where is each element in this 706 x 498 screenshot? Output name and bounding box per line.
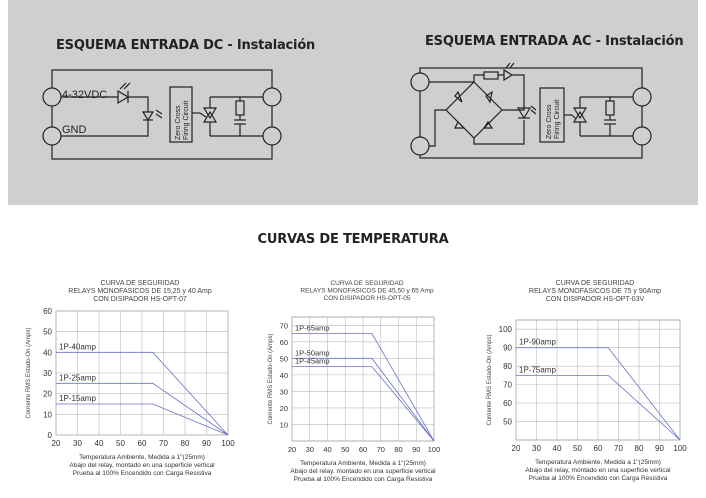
series-label: 1P-40amp: [59, 342, 96, 352]
x-axis-label-line: Abajo del relay, montado en una superficie vertical: [69, 462, 215, 469]
ac-resistor-icon: [606, 101, 614, 115]
series-label: 1P-45amp: [295, 356, 330, 366]
x-tick-label: 90: [655, 444, 664, 453]
x-tick-label: 60: [137, 439, 147, 448]
ac-zero-cross-text2: Firing Circuit: [554, 99, 561, 139]
x-tick-label: 90: [412, 445, 421, 454]
x-tick-label: 30: [73, 439, 82, 448]
y-tick-label: 50: [43, 327, 52, 337]
chart-title-line: CON DISIPADOR HS-OPT-03V: [545, 296, 645, 303]
y-tick-label: 30: [43, 369, 52, 378]
x-tick-label: 80: [394, 445, 403, 454]
x-tick-label: 20: [511, 444, 521, 453]
chart-title-line: CURVA DE SEGURIDAD: [330, 280, 404, 287]
section-title: CURVAS DE TEMPERATURA: [257, 232, 449, 247]
x-tick-label: 90: [202, 439, 211, 448]
x-tick-label: 80: [180, 439, 190, 448]
chart-2: [262, 275, 452, 490]
x-tick-label: 100: [427, 445, 441, 454]
series-label: 1P-75amp: [519, 365, 556, 375]
chart-title-line: RELAYS MONOFASICOS DE 15,25 y 40 Amp: [68, 288, 212, 295]
x-tick-label: 60: [593, 444, 603, 453]
x-tick-label: 70: [159, 439, 168, 448]
x-tick-label: 60: [358, 445, 368, 454]
x-tick-label: 40: [552, 444, 562, 453]
y-tick-label: 60: [43, 307, 52, 316]
chart-title-line: CURVA DE SEGURIDAD: [100, 280, 180, 287]
y-tick-label: 0: [47, 431, 52, 440]
x-axis-label-line: Temperatura Ambiente, Medida a 1"(25mm): [535, 459, 661, 466]
y-tick-label: 30: [279, 387, 288, 397]
series-label: 1P-25amp: [59, 373, 96, 383]
y-tick-label: 50: [279, 354, 288, 364]
x-tick-label: 20: [51, 439, 61, 448]
chart-3: [480, 275, 690, 490]
y-tick-label: 80: [503, 362, 512, 372]
y-tick-label: 50: [503, 417, 512, 427]
x-tick-label: 50: [341, 445, 350, 454]
x-tick-label: 50: [573, 444, 582, 453]
x-tick-label: 100: [673, 444, 687, 453]
x-tick-label: 100: [221, 439, 235, 448]
ac-led-icon: [504, 70, 512, 80]
chart-title-line: CON DISIPADOR HS-OPT-05: [323, 295, 411, 302]
y-tick-label: 10: [43, 410, 52, 420]
x-axis-label-line: Prueba al 100% Encendido con Carga Resistiva: [528, 475, 668, 482]
ac-terminal-2: [411, 137, 429, 155]
dc-zero-cross-text2: Firing Circuit: [183, 100, 190, 140]
y-tick-label: 20: [43, 389, 52, 399]
x-tick-label: 70: [614, 444, 623, 453]
chart-title-line: CON DISIPADOR HS-OPT-07: [93, 296, 187, 303]
x-axis-label-line: Prueba al 100% Encendido con Carga Resistiva: [72, 470, 212, 477]
y-axis-label: Corriente RMS Estado-On (Amps): [487, 334, 493, 426]
dc-zero-cross-text1: Zero Cross: [175, 105, 182, 140]
y-tick-label: 10: [279, 420, 288, 430]
series-label: 1P-65amp: [295, 323, 330, 333]
x-axis-label-line: Temperatura Ambiente, Medida a 1"(25mm): [79, 454, 205, 461]
x-tick-label: 30: [305, 445, 314, 454]
x-tick-label: 30: [532, 444, 541, 453]
x-tick-label: 40: [94, 439, 104, 448]
chart-title-line: RELAYS MONOFASICOS DE 75 y 90Amp: [528, 288, 662, 295]
x-axis-label-line: Abajo del relay, montado en una superficie vertical: [290, 468, 436, 475]
x-tick-label: 80: [634, 444, 644, 453]
y-tick-label: 20: [279, 403, 288, 413]
ac-terminal-out1: [633, 88, 651, 106]
ac-schematic-title: ESQUEMA ENTRADA AC - Instalación: [425, 34, 684, 49]
y-axis-label: Corriente RMS Estado-On (Amps): [26, 327, 32, 419]
chart-1: [20, 275, 240, 490]
y-tick-label: 40: [43, 348, 52, 358]
y-tick-label: 100: [498, 325, 512, 335]
ac-terminal-out2: [633, 127, 651, 145]
dc-schematic-title: ESQUEMA ENTRADA DC - Instalación: [56, 38, 316, 53]
series-label: 1P-90amp: [519, 337, 556, 347]
x-tick-label: 40: [323, 445, 332, 454]
x-axis-label-line: Temperatura Ambiente, Medida a 1"(25mm): [300, 460, 426, 467]
y-axis-label: Corriente RMS Estado-On (Amps): [268, 333, 274, 425]
x-tick-label: 50: [116, 439, 125, 448]
ac-zero-cross-text1: Zero Cross: [546, 104, 553, 139]
x-tick-label: 20: [287, 445, 297, 454]
dc-gnd-label: GND: [62, 124, 87, 136]
ac-bridge-rectifier-icon: [446, 82, 502, 138]
y-tick-label: 60: [279, 337, 288, 347]
y-tick-label: 70: [279, 321, 288, 331]
y-tick-label: 70: [503, 380, 512, 390]
series-label: 1P-15amp: [59, 394, 96, 403]
y-tick-label: 60: [503, 399, 512, 409]
series-label: 1P-50amp: [295, 348, 330, 358]
y-tick-label: 90: [503, 343, 512, 353]
ac-schematic: [0, 0, 706, 205]
chart-title-line: RELAYS MONOFASICOS DE 45,50 y 65 Amp: [300, 287, 434, 295]
x-tick-label: 70: [376, 445, 385, 454]
ac-terminal-1: [411, 73, 429, 91]
x-axis-label-line: Abajo del relay, montado en una superficie vertical: [525, 467, 671, 474]
dc-input-label: 4-32VDC: [62, 89, 108, 101]
y-tick-label: 40: [279, 370, 288, 380]
chart-title-line: CURVA DE SEGURIDAD: [555, 280, 635, 287]
x-axis-label-line: Prueba al 100% Encendido con Carga Resistiva: [293, 476, 433, 483]
